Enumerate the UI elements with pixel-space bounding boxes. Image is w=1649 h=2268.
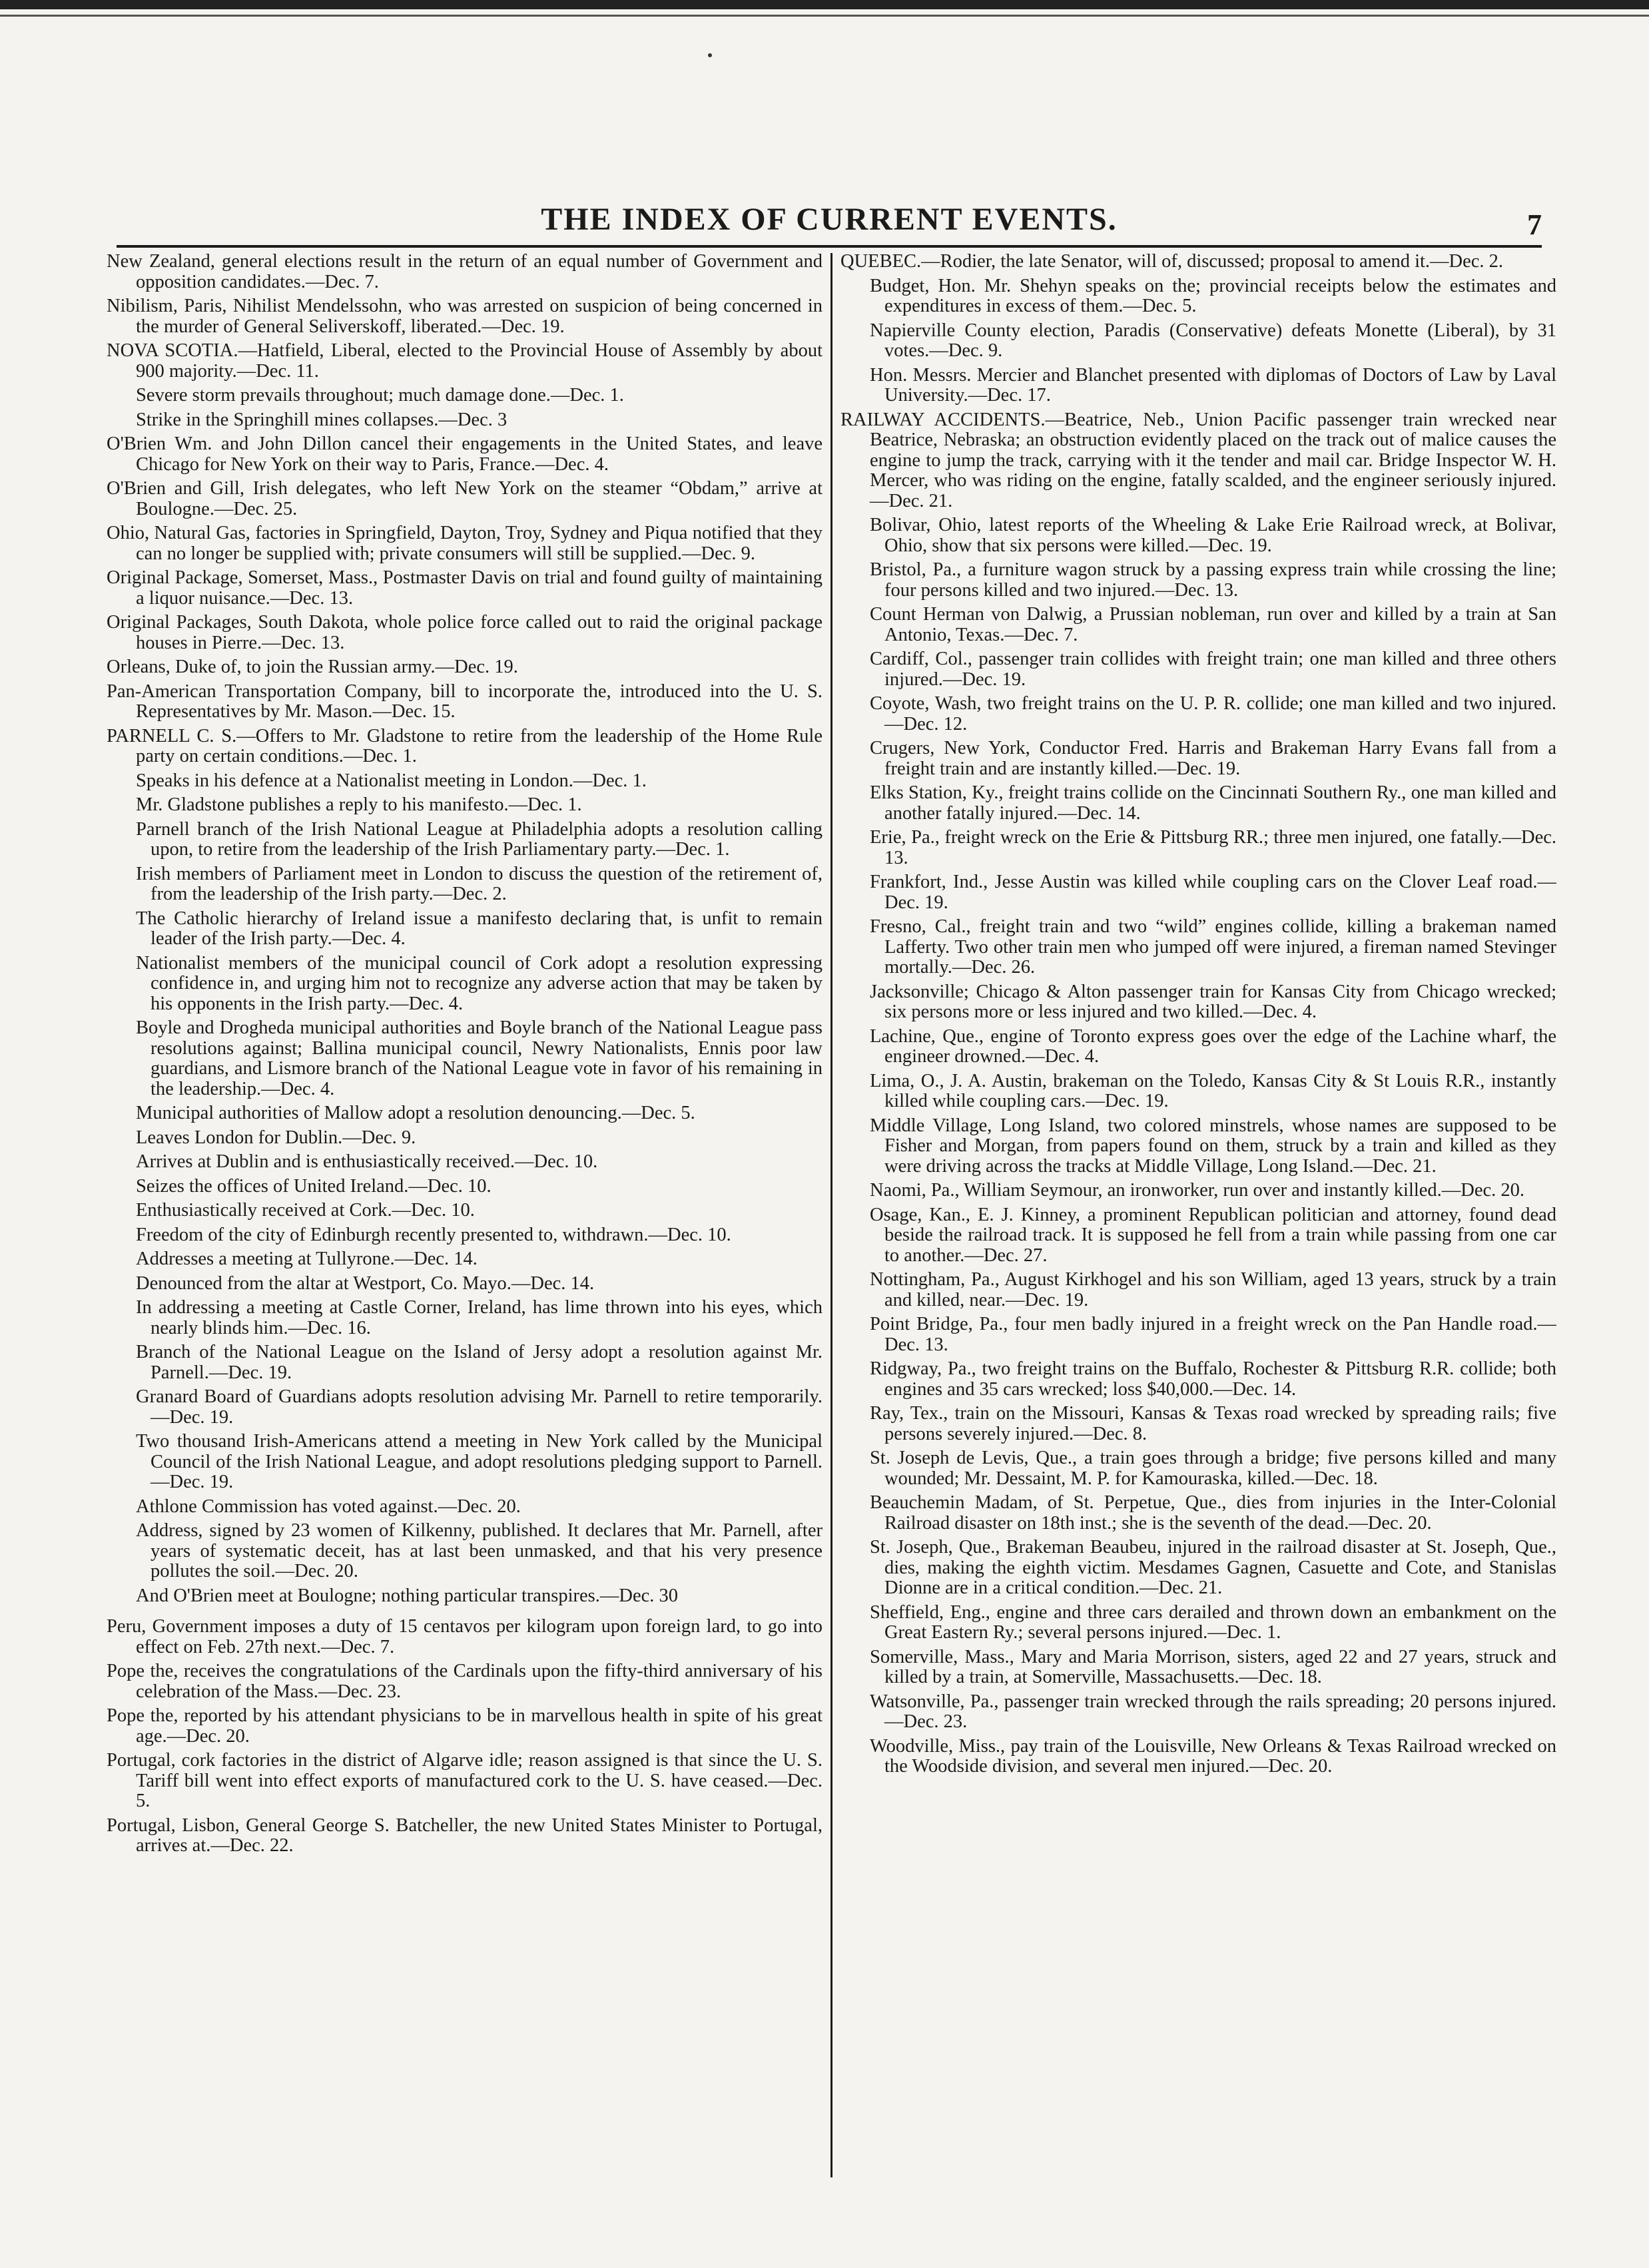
index-entry: Address, signed by 23 women of Kilkenny, published. It declares that Mr. Parnell, after years of systematic deceit, has at last been unmasked, and that his very presence pollutes the soil.—Dec. 20. xyxy=(136,1520,823,1581)
index-entry: Lachine, Que., engine of Toronto express goes over the edge of the Lachine wharf, the engineer drowned.—Dec. 4. xyxy=(870,1025,1556,1067)
index-entry: Parnell branch of the Irish National League at Philadelphia adopts a resolution calling upon, to retire from the leadership of the Irish Parliamentary party.—Dec. 1. xyxy=(136,818,823,860)
page-title: THE INDEX OF CURRENT EVENTS. xyxy=(541,202,1118,237)
index-entry: Pope the, reported by his attendant physicians to be in marvellous health in spite of his great age.—Dec. 20. xyxy=(107,1705,823,1747)
top-border-line xyxy=(0,15,1649,17)
index-entry: Lima, O., J. A. Austin, brakeman on the Toledo, Kansas City & St Louis R.R., instantly killed while coupling cars.—Dec. 19. xyxy=(870,1070,1556,1111)
index-entry: Boyle and Drogheda municipal authorities and Boyle branch of the National League pass resolutions against; Ballina municipal council, Newry Nationalists, Ennis poor law guardians, and Lismore branch of the National League vote in favor of his remaining in the leadership.—Dec. 4. xyxy=(136,1017,823,1099)
index-entry: Woodville, Miss., pay train of the Louisville, New Orleans & Texas Railroad wrecked on the Woodside division, and several men injured.—Dec. 20. xyxy=(870,1735,1556,1777)
index-entry: Bristol, Pa., a furniture wagon struck by a passing express train while crossing the line; four persons killed and two injured.—Dec. 13. xyxy=(870,559,1556,601)
index-entry: Watsonville, Pa., passenger train wrecked through the rails spreading; 20 persons injured.—Dec. 23. xyxy=(870,1691,1556,1732)
column-divider xyxy=(830,253,832,2177)
index-entry: RAILWAY ACCIDENTS.—Beatrice, Neb., Union Pacific passenger train wrecked near Beatrice, Nebraska; an obstruction evidently placed on the track out of malice causes the engine to jump the track, carrying with it the tender and mail car. Bridge Inspector W. H. Mercer, who was riding on the engine, fatally scalded, and the engineer seriously injured.—Dec. 21. xyxy=(840,409,1556,511)
index-entry: Portugal, cork factories in the district of Algarve idle; reason assigned is that since the U. S. Tariff bill went into effect exports of manufactured cork to the U. S. have ceased.—Dec. 5. xyxy=(107,1750,823,1811)
index-entry: Ohio, Natural Gas, factories in Springfield, Dayton, Troy, Sydney and Piqua notified that they can no longer be supplied with; private consumers will still be supplied.—Dec. 9. xyxy=(107,523,823,564)
index-entry: Hon. Messrs. Mercier and Blanchet presented with diplomas of Doctors of Law by Laval University.—Dec. 17. xyxy=(870,364,1556,406)
index-entry: Sheffield, Eng., engine and three cars derailed and thrown down an embankment on the Great Eastern Ry.; several persons injured.—Dec. 1. xyxy=(870,1601,1556,1643)
index-entry: Middle Village, Long Island, two colored minstrels, whose names are supposed to be Fisher and Morgan, from papers found on them, struck by a train and killed as they were driving across the tracks at Middle Village, Long Island.—Dec. 21. xyxy=(870,1115,1556,1177)
index-entry: Nationalist members of the municipal council of Cork adopt a resolution expressing confidence in, and urging him not to recognize any adverse action that may be taken by his opponents in the Irish party.—Dec. 4. xyxy=(136,952,823,1014)
index-entry: Beauchemin Madam, of St. Perpetue, Que., dies from injuries in the Inter-Colonial Railroad disaster on 18th inst.; she is the seventh of the dead.—Dec. 20. xyxy=(870,1492,1556,1534)
index-entry: Point Bridge, Pa., four men badly injured in a freight wreck on the Pan Handle road.—Dec. 13. xyxy=(870,1314,1556,1355)
page-number: 7 xyxy=(1527,208,1542,241)
left-column xyxy=(107,252,823,2183)
header-rule xyxy=(117,245,1542,248)
index-entry: Denounced from the altar at Westport, Co. Mayo.—Dec. 14. xyxy=(136,1273,595,1294)
index-entry: Original Package, Somerset, Mass., Postmaster Davis on trial and found guilty of maintaining a liquor nuisance.—Dec. 13. xyxy=(107,567,823,609)
index-entry: Count Herman von Dalwig, a Prussian nobleman, run over and killed by a train at San Antonio, Texas.—Dec. 7. xyxy=(870,604,1556,645)
index-entry: Irish members of Parliament meet in London to discuss the question of the retirement of, from the leadership of the Irish party.—Dec. 2. xyxy=(136,863,823,904)
index-entry: Napierville County election, Paradis (Conservative) defeats Monette (Liberal), by 31 votes.—Dec. 9. xyxy=(870,320,1556,361)
page-header xyxy=(117,193,1542,246)
index-entry: Naomi, Pa., William Seymour, an ironworker, run over and instantly killed.—Dec. 20. xyxy=(870,1180,1525,1201)
index-entry: Ridgway, Pa., two freight trains on the Buffalo, Rochester & Pittsburg R.R. collide; both engines and 35 cars wrecked; loss $40,000.—Dec. 14. xyxy=(870,1358,1556,1400)
index-entry: Nottingham, Pa., August Kirkhogel and his son William, aged 13 years, struck by a train and killed, near.—Dec. 19. xyxy=(870,1269,1556,1310)
index-entry: Portugal, Lisbon, General George S. Batcheller, the new United States Minister to Portugal, arrives at.—Dec. 22. xyxy=(107,1815,823,1856)
index-entry: Athlone Commission has voted against.—Dec. 20. xyxy=(136,1496,521,1517)
index-entry: Original Packages, South Dakota, whole police force called out to raid the original package houses in Pierre.—Dec. 13. xyxy=(107,612,823,653)
index-entry: In addressing a meeting at Castle Corner, Ireland, has lime thrown into his eyes, which nearly blinds him.—Dec. 16. xyxy=(136,1297,823,1338)
index-entry: Orleans, Duke of, to join the Russian army.—Dec. 19. xyxy=(107,657,518,677)
index-entry: Strike in the Springhill mines collapses.—Dec. 3 xyxy=(136,409,507,430)
index-entry: Severe storm prevails throughout; much damage done.—Dec. 1. xyxy=(136,385,624,406)
index-entry: Pope the, receives the congratulations of the Cardinals upon the fifty-third anniversary of his celebration of the Mass.—Dec. 23. xyxy=(107,1661,823,1702)
index-entry: Bolivar, Ohio, latest reports of the Wheeling & Lake Erie Railroad wreck, at Bolivar, Ohio, show that six persons were killed.—Dec. 19. xyxy=(870,515,1556,556)
ink-speck xyxy=(708,53,712,57)
index-entry: Crugers, New York, Conductor Fred. Harris and Brakeman Harry Evans fall from a freight train and are instantly killed.—Dec. 19. xyxy=(870,738,1556,779)
index-entry: Speaks in his defence at a Nationalist meeting in London.—Dec. 1. xyxy=(136,770,647,791)
index-entry: St. Joseph, Que., Brakeman Beaubeu, injured in the railroad disaster at St. Joseph, Que., dies, making the eighth victim. Mesdames Gagnen, Casuette and Cote, and Stanislas Dionne are in a critical condition.—Dec. 21. xyxy=(870,1537,1556,1598)
index-entry: QUEBEC.—Rodier, the late Senator, will of, discussed; proposal to amend it.—Dec. 2. xyxy=(840,252,1504,272)
right-column xyxy=(840,252,1556,2183)
index-entry: Budget, Hon. Mr. Shehyn speaks on the; provincial receipts below the estimates and expenditures in excess of them.—Dec. 5. xyxy=(870,275,1556,316)
index-entry: Pan-American Transportation Company, bill to incorporate the, introduced into the U. S. Representatives by Mr. Mason.—Dec. 15. xyxy=(107,681,823,722)
index-entry: Granard Board of Guardians adopts resolution advising Mr. Parnell to retire temporarily.—Dec. 19. xyxy=(136,1386,823,1428)
top-border-band xyxy=(0,0,1649,9)
index-entry: Osage, Kan., E. J. Kinney, a prominent Republican politician and attorney, found dead beside the railroad track. It is supposed he fell from a train while passing from one car to another.—Dec. 27. xyxy=(870,1204,1556,1266)
index-entry: Erie, Pa., freight wreck on the Erie & Pittsburg RR.; three men injured, one fatally.—Dec. 13. xyxy=(870,827,1556,868)
index-entry: O'Brien and Gill, Irish delegates, who left New York on the steamer “Obdam,” arrive at Boulogne.—Dec. 25. xyxy=(107,478,823,519)
index-entry: St. Joseph de Levis, Que., a train goes through a bridge; five persons killed and many wounded; Mr. Dessaint, M. P. for Kamouraska, killed.—Dec. 18. xyxy=(870,1448,1556,1489)
index-entry: Arrives at Dublin and is enthusiastically received.—Dec. 10. xyxy=(136,1151,598,1172)
index-entry: Ray, Tex., train on the Missouri, Kansas & Texas road wrecked by spreading rails; five persons severely injured.—Dec. 8. xyxy=(870,1403,1556,1444)
index-entry: Addresses a meeting at Tullyrone.—Dec. 14. xyxy=(136,1249,478,1269)
index-entry: O'Brien Wm. and John Dillon cancel their engagements in the United States, and leave Chicago for New York on their way to Paris, France.—Dec. 4. xyxy=(107,433,823,475)
index-entry: New Zealand, general elections result in the return of an equal number of Government and opposition candidates.—Dec. 7. xyxy=(107,252,823,292)
index-entry: Jacksonville; Chicago & Alton passenger train for Kansas City from Chicago wrecked; six persons more or less injured and two killed.—Dec. 4. xyxy=(870,981,1556,1022)
index-entry: Branch of the National League on the Island of Jersy adopt a resolution against Mr. Parnell.—Dec. 19. xyxy=(136,1342,823,1383)
index-entry: Two thousand Irish-Americans attend a meeting in New York called by the Municipal Council of the Irish National League, and adopt resolutions pledging support to Parnell.—Dec. 19. xyxy=(136,1431,823,1492)
index-entry: Somerville, Mass., Mary and Maria Morrison, sisters, aged 22 and 27 years, struck and killed by a train, at Somerville, Massachusetts.—Dec. 18. xyxy=(870,1646,1556,1687)
index-entry: Freedom of the city of Edinburgh recently presented to, withdrawn.—Dec. 10. xyxy=(136,1224,731,1245)
index-entry: Enthusiastically received at Cork.—Dec. 10. xyxy=(136,1200,475,1221)
index-entry: Municipal authorities of Mallow adopt a resolution denouncing.—Dec. 5. xyxy=(136,1103,695,1123)
index-entry: Fresno, Cal., freight train and two “wild” engines collide, killing a brakeman named Lafferty. Two other train men who jumped off were injured, a fireman named Stevinger mortally.—Dec. 26. xyxy=(870,916,1556,978)
index-entry: Coyote, Wash, two freight trains on the U. P. R. collide; one man killed and two injured.—Dec. 12. xyxy=(870,693,1556,734)
index-entry: Peru, Government imposes a duty of 15 centavos per kilogram upon foreign lard, to go into effect on Feb. 27th next.—Dec. 7. xyxy=(107,1616,823,1657)
index-entry: Mr. Gladstone publishes a reply to his manifesto.—Dec. 1. xyxy=(136,794,582,815)
index-entry: Leaves London for Dublin.—Dec. 9. xyxy=(136,1127,416,1148)
index-entry: NOVA SCOTIA.—Hatfield, Liberal, elected to the Provincial House of Assembly by about 900 majority.—Dec. 11. xyxy=(107,340,823,382)
index-entry: The Catholic hierarchy of Ireland issue a manifesto declaring that, is unfit to remain leader of the Irish party.—Dec. 4. xyxy=(136,908,823,949)
index-entry: Seizes the offices of United Ireland.—Dec. 10. xyxy=(136,1175,492,1197)
index-entry: Nibilism, Paris, Nihilist Mendelssohn, who was arrested on suspicion of being concerned in the murder of General Seliverskoff, liberated.—Dec. 19. xyxy=(107,296,823,337)
index-entry: Frankfort, Ind., Jesse Austin was killed while coupling cars on the Clover Leaf road.—Dec. 19. xyxy=(870,872,1556,913)
index-entry: Elks Station, Ky., freight trains collide on the Cincinnati Southern Ry., one man killed and another fatally injured.—Dec. 14. xyxy=(870,782,1556,824)
index-entry: Cardiff, Col., passenger train collides with freight train; one man killed and three others injured.—Dec. 19. xyxy=(870,649,1556,690)
index-entry: And O'Brien meet at Boulogne; nothing particular transpires.—Dec. 30 xyxy=(136,1585,679,1606)
index-entry: PARNELL C. S.—Offers to Mr. Gladstone to retire from the leadership of the Home Rule party on certain conditions.—Dec. 1. xyxy=(107,725,823,766)
